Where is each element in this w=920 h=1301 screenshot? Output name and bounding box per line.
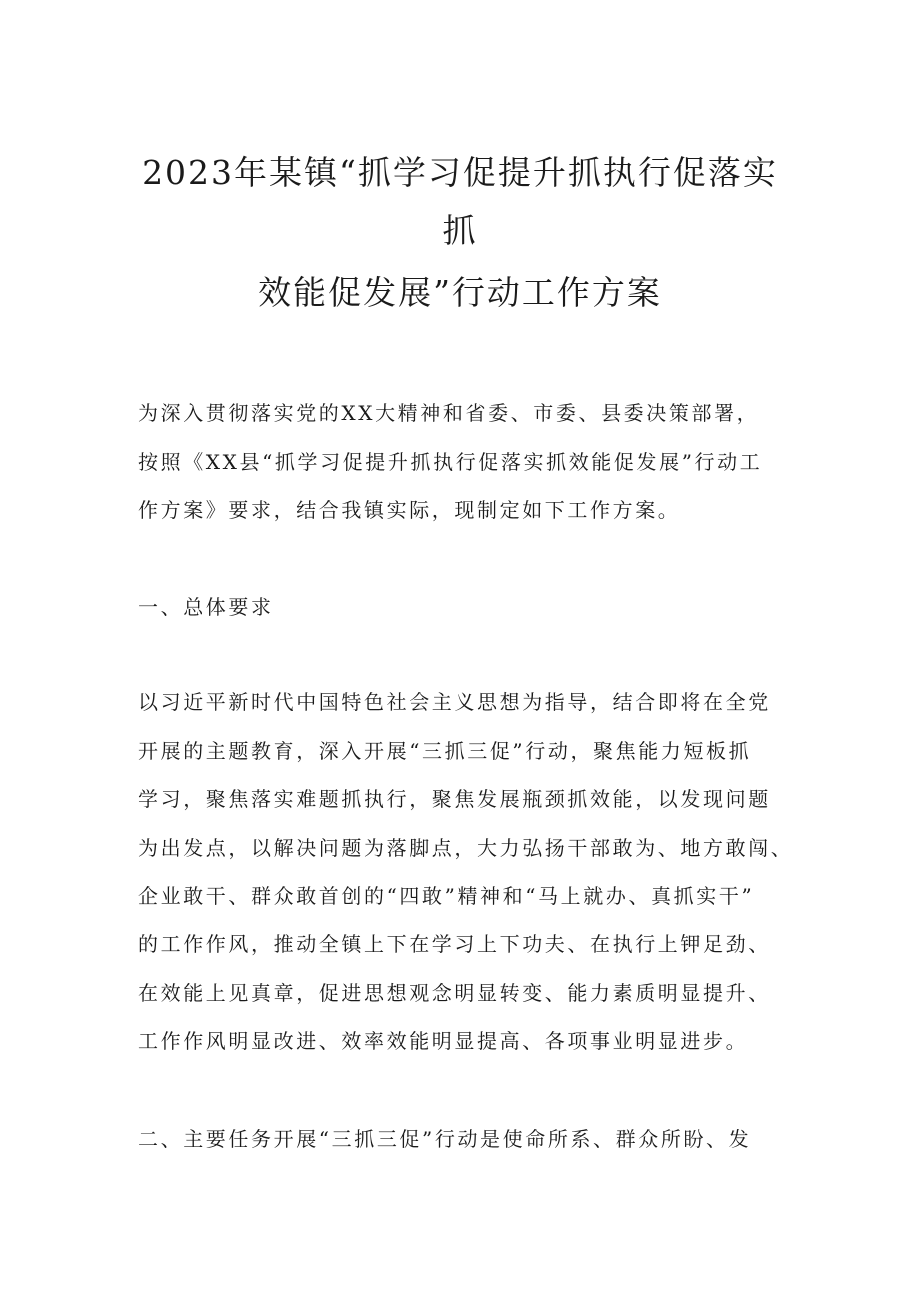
body-line-7: 在效能上见真章，促进思想观念明显转变、能力素质明显提升、 [138, 981, 771, 1005]
intro-line-3: 作方案》要求，结合我镇实际，现制定如下工作方案。 [138, 498, 681, 522]
body-line-4: 为出发点，以解决问题为落脚点，大力弘扬干部敢为、地方敢闯、 [138, 836, 794, 860]
body-line-1: 以习近平新时代中国特色社会主义思想为指导，结合即将在全党 [138, 690, 771, 714]
section-heading-1: 一、总体要求 [138, 595, 274, 619]
intro-line-2: 按照《XX县“抓学习促提升抓执行促落实抓效能促发展”行动工 [138, 450, 763, 474]
body-line-5: 企业敢干、群众敢首创的“四敢”精神和“马上就办、真抓实干” [138, 884, 755, 908]
body-line-6: 的工作作风，推动全镇上下在学习上下功夫、在执行上钾足劲、 [138, 932, 771, 956]
title-line-1: 2023年某镇“抓学习促提升抓执行促落实 [142, 153, 778, 192]
body-line-2: 开展的主题教育，深入开展“三抓三促”行动，聚焦能力短板抓 [138, 739, 752, 763]
body-line-8: 工作作风明显改进、效率效能明显提高、各项事业明显进步。 [138, 1029, 749, 1053]
title-line-2: 抓 [442, 211, 478, 250]
body-line-3: 学习，聚焦落实难题抓执行，聚焦发展瓶颈抓效能，以发现问题 [138, 787, 771, 811]
title-line-3: 效能促发展”行动工作方案 [258, 273, 662, 312]
intro-line-1: 为深入贯彻落实党的XX大精神和省委、市委、县委决策部署， [138, 401, 760, 425]
section-heading-2: 二、主要任务开展“三抓三促”行动是使命所系、群众所盼、发 [138, 1127, 752, 1151]
